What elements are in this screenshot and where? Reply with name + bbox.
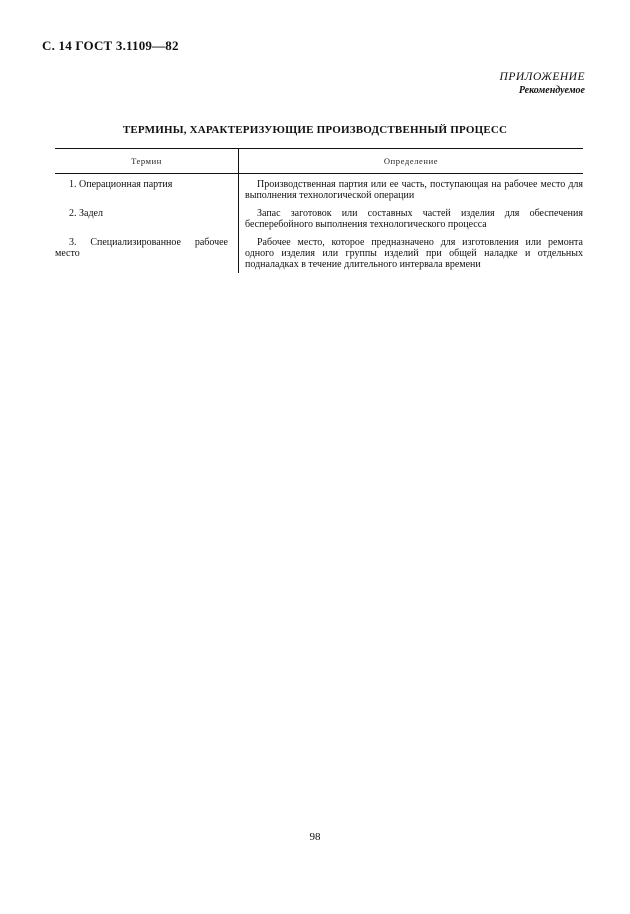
- definition-cell: [238, 174, 583, 204]
- term-text: 3. Специализированное рабочее место: [55, 237, 228, 259]
- terms-table: [55, 148, 583, 273]
- document-title: ТЕРМИНЫ, ХАРАКТЕРИЗУЮЩИЕ ПРОИЗВОДСТВЕННЫЙ ПРОЦЕСС: [122, 124, 508, 136]
- table-row: [55, 174, 583, 204]
- term-text: 2. Задел: [69, 208, 103, 219]
- header-term: Термин: [131, 156, 162, 166]
- table-row: [55, 233, 583, 273]
- definition-cell: [238, 233, 583, 273]
- table-row: [55, 204, 583, 233]
- term-cell: [55, 204, 238, 233]
- appendix-status: Рекомендуемое: [518, 85, 585, 96]
- page-header: С. 14 ГОСТ 3.1109—82: [42, 38, 179, 53]
- header-definition: Определение: [238, 149, 583, 173]
- appendix-title: ПРИЛОЖЕНИЕ: [499, 71, 585, 83]
- term-cell: [55, 174, 238, 204]
- definition-text: Запас заготовок или составных частей изделия для обеспечения бесперебойного выполнения технологического процесса: [245, 208, 583, 230]
- definition-text: Рабочее место, которое предназначено для изготовления или ремонта одного изделия или группы изделий при общей наладке и отдельных подналадках в течение длительного интервала времени: [245, 237, 583, 270]
- term-cell: [55, 233, 238, 273]
- definition-cell: [238, 204, 583, 233]
- definition-text: Производственная партия или ее часть, поступающая на рабочее место для выполнения технологической операции: [245, 179, 583, 201]
- table-header: [55, 149, 583, 174]
- appendix-label: [500, 70, 585, 98]
- page-number: 98: [309, 831, 321, 843]
- term-text: 1. Операционная партия: [69, 179, 173, 190]
